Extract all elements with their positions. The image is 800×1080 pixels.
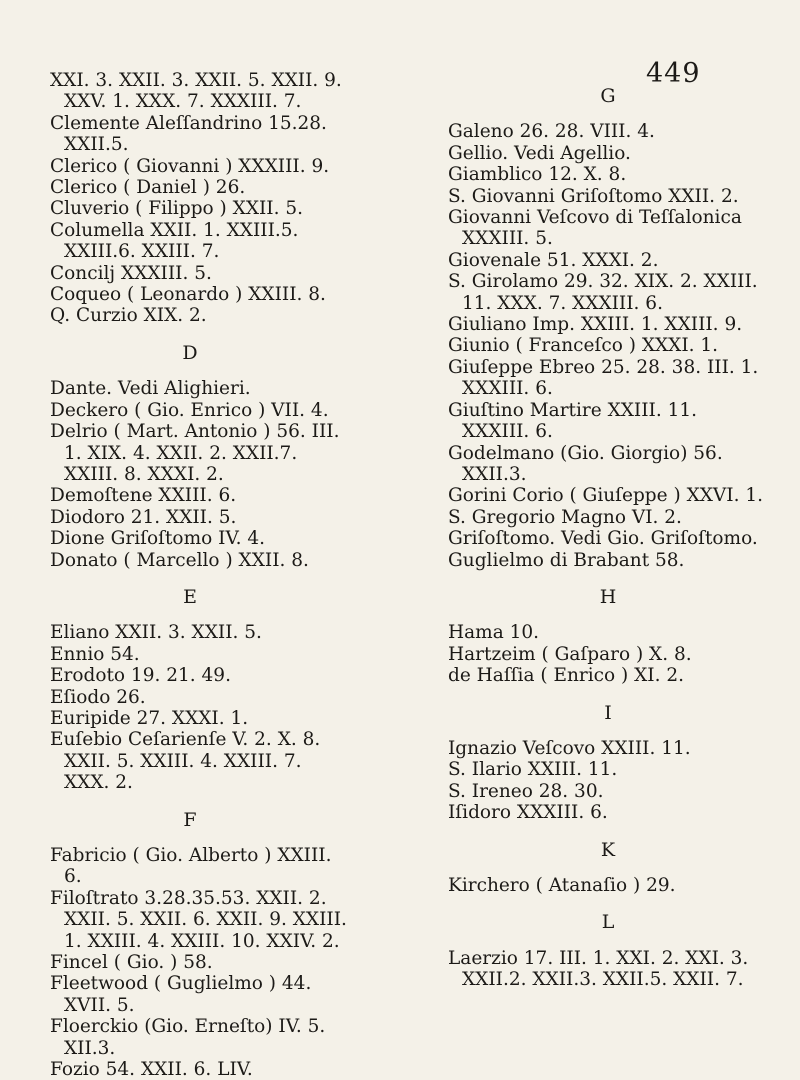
section-letter: L	[601, 911, 615, 934]
index-entry: Fozio 54. XXII. 6. LIV.	[50, 1059, 253, 1080]
index-entry: Euſebio Ceſarienſe V. 2. X. 8. XXII. 5. XXIII. 4. XXIII. 7. XXX. 2.	[50, 729, 321, 794]
index-entry: Griſoſtomo. Vedi Gio. Griſoſtomo.	[448, 528, 758, 550]
index-entry: Gellio. Vedi Agellio.	[448, 142, 631, 164]
index-entry: Donato ( Marcello ) XXII. 8.	[50, 549, 309, 571]
index-entry: Eſiodo 26.	[50, 686, 146, 708]
page-number: 449	[646, 58, 701, 89]
index-entry: Godelmano (Gio. Giorgio) 56. XXII.3.	[448, 442, 723, 485]
index-entry: Clemente Aleſſandrino 15.28. XXII.5.	[50, 112, 327, 156]
index-entry: Delrio ( Mart. Antonio ) 56. III. 1. XIX. 4. XXII. 2. XXII.7. XXIII. 8. XXXI. 2.	[50, 421, 340, 485]
index-entry: Giuſtino Martire XXIII. 11. XXXIII. 6.	[448, 399, 698, 443]
index-entry: Clerico ( Daniel ) 26.	[50, 177, 246, 199]
index-entry: Giunio ( Franceſco ) XXXI. 1.	[448, 335, 719, 357]
index-entry: Euripide 27. XXXI. 1.	[50, 707, 249, 729]
index-entry: Kirchero ( Atanaſio ) 29.	[448, 875, 676, 896]
index-entry: Gorini Corio ( Giuſeppe ) XXVI. 1.	[448, 485, 763, 507]
index-entry: Filoſtrato 3.28.35.53. XXII. 2. XXII. 5. XXII. 6. XXII. 9. XXIII. 1. XXIII. 4. XXIII. 10. XXIV. 2.	[50, 887, 347, 952]
index-entry: Dione Griſoſtomo IV. 4.	[50, 528, 265, 550]
index-entry: S. Ireneo 28. 30.	[448, 780, 604, 802]
index-entry: Fincel ( Gio. ) 58.	[50, 952, 213, 974]
index-entry: Deckero ( Gio. Enrico ) VII. 4.	[50, 399, 329, 421]
index-entry: de Haſſia ( Enrico ) XI. 2.	[448, 665, 685, 687]
index-entry: Concilj XXXIII. 5.	[50, 262, 212, 284]
index-entry: Giuliano Imp. XXIII. 1. XXIII. 9.	[448, 314, 743, 336]
section-letter: I	[604, 701, 612, 724]
index-entry: Coqueo ( Leonardo ) XXIII. 8.	[50, 284, 326, 306]
index-entry: Fleetwood ( Guglielmo ) 44. XVII. 5.	[50, 973, 312, 1016]
index-entry: Guglielmo di Brabant 58.	[448, 549, 685, 571]
index-entry: Dante. Vedi Alighieri.	[50, 378, 251, 400]
index-entry: Giovanni Veſcovo di Teſſalonica XXXIII. 5.	[448, 207, 742, 250]
index-entry: Giamblico 12. X. 8.	[448, 164, 627, 186]
index-entry: Iſidoro XXXIII. 6.	[448, 802, 608, 824]
index-entry: Laerzio 17. III. 1. XXI. 2. XXI. 3. XXII.2. XXII.3. XXII.5. XXII. 7.	[448, 947, 749, 991]
index-column-left	[50, 70, 350, 1080]
section-letter: K	[600, 838, 616, 861]
index-entry: Hama 10.	[448, 622, 540, 644]
index-entry: S. Girolamo 29. 32. XIX. 2. XXIII. 11. XXX. 7. XXXIII. 6.	[448, 271, 758, 314]
index-entry: Floerckio (Gio. Erneſto) IV. 5. XII.3.	[50, 1016, 326, 1059]
index-entry: S. Ilario XXIII. 11.	[448, 759, 618, 781]
index-entry: Diodoro 21. XXII. 5.	[50, 506, 237, 528]
index-entry: Erodoto 19. 21. 49.	[50, 665, 231, 687]
index-entry: Galeno 26. 28. VIII. 4.	[448, 121, 655, 143]
section-letter: E	[183, 585, 197, 608]
index-entry: Clerico ( Giovanni ) XXXIII. 9.	[50, 155, 330, 177]
section-letter: H	[599, 585, 617, 608]
index-entry: S. Gregorio Magno VI. 2.	[448, 506, 682, 528]
index-entry: Ignazio Veſcovo XXIII. 11.	[448, 737, 691, 759]
index-entry: Eliano XXII. 3. XXII. 5.	[50, 622, 262, 644]
index-entry: Hartzeim ( Gaſparo ) X. 8.	[448, 643, 692, 665]
section-letter: F	[183, 808, 197, 831]
index-entry: Q. Curzio XIX. 2.	[50, 305, 207, 327]
index-entry: Columella XXII. 1. XXIII.5. XXIII.6. XXIII. 7.	[50, 219, 299, 263]
index-entry: Cluverio ( Filippo ) XXII. 5.	[50, 198, 304, 220]
index-entry: Giovenale 51. XXXI. 2.	[448, 249, 659, 271]
index-entry: Ennio 54.	[50, 643, 140, 665]
index-entry: Fabricio ( Gio. Alberto ) XXIII. 6.	[50, 845, 332, 888]
index-column-right	[448, 70, 768, 991]
index-entry: Giuſeppe Ebreo 25. 28. 38. III. 1. XXXIII. 6.	[448, 356, 759, 400]
index-entry: Demoſtene XXIII. 6.	[50, 485, 237, 507]
section-letter: G	[600, 85, 616, 107]
index-entry: S. Giovanni Griſoſtomo XXII. 2.	[448, 185, 739, 207]
section-letter: D	[182, 341, 198, 364]
index-entry: XXI. 3. XXII. 3. XXII. 5. XXII. 9. XXV. 1. XXX. 7. XXXIII. 7.	[50, 70, 342, 113]
